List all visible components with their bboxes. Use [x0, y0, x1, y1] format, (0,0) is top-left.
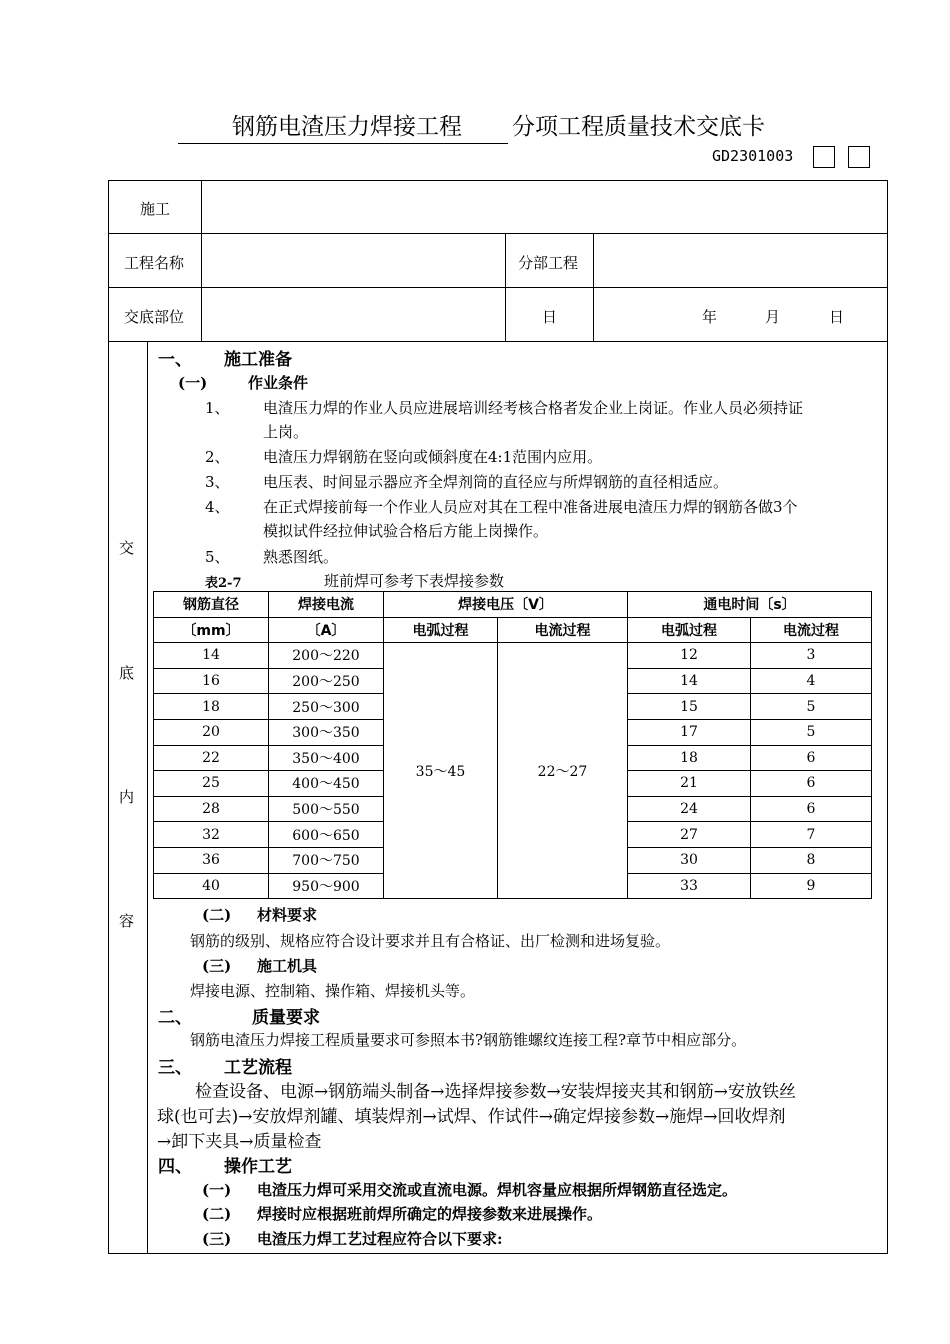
cell-time-flow: 6	[751, 771, 872, 797]
header-current: 焊接电流	[269, 592, 384, 618]
divider	[147, 341, 148, 1254]
location-field[interactable]	[203, 289, 503, 339]
code-checkbox-2[interactable]	[848, 146, 870, 168]
title-project-name: 钢筋电渣压力焊接工程	[178, 108, 508, 144]
cell-diameter: 36	[154, 847, 269, 873]
list-item-text: 电渣压力焊的作业人员应进展培训经考核合格者发企业上岗证。作业人员必须持证	[263, 399, 804, 417]
cell-current: 500～550	[269, 796, 384, 822]
side-label-char: 内	[119, 788, 135, 806]
cell-diameter: 40	[154, 873, 269, 899]
document-title	[178, 108, 765, 144]
cell-time-arc: 27	[628, 822, 751, 848]
cell-time-flow: 9	[751, 873, 872, 899]
location-label: 交底部位	[124, 308, 185, 326]
operation-item-text: 电渣压力焊工艺过程应符合以下要求:	[257, 1230, 503, 1248]
cell-time-flow: 6	[751, 796, 872, 822]
cell-diameter: 25	[154, 771, 269, 797]
section1-number: 一、	[158, 350, 192, 370]
list-item-text: 上岗。	[263, 423, 309, 441]
materials-text: 钢筋的级别、规格应符合设计要求并且有合格证、出厂检测和进场复验。	[190, 932, 671, 950]
divider	[108, 341, 888, 342]
header-diameter: 钢筋直径	[154, 592, 269, 618]
cell-diameter: 14	[154, 643, 269, 669]
list-item-text: 电压表、时间显示器应齐全焊剂筒的直径应与所焊钢筋的直径相适应。	[263, 473, 729, 491]
cell-current: 200～250	[269, 668, 384, 694]
cell-current: 600～650	[269, 822, 384, 848]
cell-current: 700～750	[269, 847, 384, 873]
cell-voltage-flow: 22～27	[498, 643, 628, 899]
cell-time-arc: 21	[628, 771, 751, 797]
cell-time-flow: 5	[751, 719, 872, 745]
header-time-flow: 电流过程	[751, 617, 872, 643]
welding-parameter-table	[153, 591, 872, 899]
cell-time-arc: 15	[628, 694, 751, 720]
list-item-number: 4、	[205, 498, 230, 516]
cell-current: 300～350	[269, 719, 384, 745]
list-item-number: 2、	[205, 448, 230, 466]
subsection-number: (三)	[202, 957, 232, 975]
list-item-number: 5、	[205, 548, 230, 566]
cell-time-flow: 7	[751, 822, 872, 848]
cell-time-arc: 24	[628, 796, 751, 822]
cell-time-arc: 14	[628, 668, 751, 694]
cell-diameter: 32	[154, 822, 269, 848]
title-card-type: 分项工程质量技术交底卡	[512, 114, 765, 140]
list-item-text: 在正式焊接前每一个作业人员应对其在工程中准备进展电渣压力焊的钢筋各做3个	[263, 498, 798, 516]
process-flow-text: →卸下夹具→质量检查	[157, 1132, 322, 1152]
header-voltage-flow: 电流过程	[498, 617, 628, 643]
header-time-arc: 电弧过程	[628, 617, 751, 643]
cell-time-flow: 6	[751, 745, 872, 771]
divider	[108, 287, 888, 288]
cell-diameter: 22	[154, 745, 269, 771]
list-item-number: 3、	[205, 473, 230, 491]
process-flow-text: 球(也可去)→安放焊剂罐、填装焊剂→试焊、作试件→确定焊接参数→施焊→回收焊剂	[157, 1107, 786, 1127]
project-name-label: 工程名称	[124, 254, 185, 272]
construction-field[interactable]	[203, 182, 886, 232]
month-label: 月	[765, 308, 781, 326]
construction-label: 施工	[140, 200, 171, 218]
cell-current: 350～400	[269, 745, 384, 771]
list-item-number: 1、	[205, 399, 230, 417]
subsection-number: (一)	[202, 1181, 232, 1199]
section2-number: 二、	[158, 1008, 192, 1028]
section2-heading: 质量要求	[252, 1008, 320, 1028]
cell-time-flow: 4	[751, 668, 872, 694]
cell-time-flow: 5	[751, 694, 872, 720]
side-label-char: 底	[119, 664, 135, 682]
date-day-label: 日	[829, 308, 845, 326]
subsection-heading: 作业条件	[248, 374, 309, 392]
cell-time-arc: 30	[628, 847, 751, 873]
cell-current: 950～900	[269, 873, 384, 899]
operation-item-text: 电渣压力焊可采用交流或直流电源。焊机容量应根据所焊钢筋直径选定。	[257, 1181, 738, 1199]
code-checkbox-1[interactable]	[813, 146, 835, 168]
section3-number: 三、	[158, 1058, 192, 1078]
cell-diameter: 18	[154, 694, 269, 720]
side-label-char: 交	[119, 539, 135, 557]
subsection-heading: 材料要求	[257, 906, 318, 924]
cell-voltage-arc: 35～45	[384, 643, 498, 899]
section2-text: 钢筋电渣压力焊接工程质量要求可参照本书?钢筋锥螺纹连接工程?章节中相应部分。	[190, 1031, 747, 1049]
subsection-heading: 施工机具	[257, 957, 318, 975]
header-voltage-arc: 电弧过程	[384, 617, 498, 643]
divider	[201, 180, 202, 341]
cell-time-flow: 8	[751, 847, 872, 873]
cell-time-arc: 12	[628, 643, 751, 669]
table-caption-number: 表2-7	[205, 576, 242, 591]
divider	[108, 233, 888, 234]
cell-time-arc: 18	[628, 745, 751, 771]
header-voltage: 焊接电压〔V〕	[384, 592, 628, 618]
list-item-text: 模拟试件经拉伸试验合格后方能上岗操作。	[263, 522, 549, 540]
cell-current: 250～300	[269, 694, 384, 720]
cell-diameter: 16	[154, 668, 269, 694]
list-item-text: 熟悉图纸。	[263, 548, 339, 566]
divider	[593, 233, 594, 341]
subsection-number: (三)	[202, 1230, 232, 1248]
operation-item-text: 焊接时应根据班前焊所确定的焊接参数来进展操作。	[257, 1205, 603, 1223]
table-row	[154, 643, 872, 669]
cell-diameter: 20	[154, 719, 269, 745]
cell-diameter: 28	[154, 796, 269, 822]
section4-number: 四、	[158, 1157, 192, 1177]
tools-text: 焊接电源、控制箱、操作箱、焊接机头等。	[190, 982, 476, 1000]
cell-current: 200～220	[269, 643, 384, 669]
header-current-unit: 〔A〕	[269, 617, 384, 643]
header-diameter-unit: 〔mm〕	[154, 617, 269, 643]
cell-time-arc: 33	[628, 873, 751, 899]
side-label-char: 容	[119, 912, 135, 930]
project-name-field[interactable]	[203, 235, 503, 285]
section1-heading: 施工准备	[224, 350, 292, 370]
document-code: GD2301003	[712, 147, 794, 165]
header-time: 通电时间〔s〕	[628, 592, 872, 618]
list-item-text: 电渣压力焊钢筋在竖向或倾斜度在4:1范围内应用。	[263, 448, 603, 466]
table-caption: 班前焊可参考下表焊接参数	[324, 572, 505, 590]
subsection-number: (一)	[178, 374, 208, 392]
day-label: 日	[542, 308, 558, 326]
subsection-number: (二)	[202, 1205, 232, 1223]
subsection-number: (二)	[202, 906, 232, 924]
cell-time-arc: 17	[628, 719, 751, 745]
cell-time-flow: 3	[751, 643, 872, 669]
section3-heading: 工艺流程	[224, 1058, 292, 1078]
cell-current: 400～450	[269, 771, 384, 797]
divider	[505, 233, 506, 341]
division-label: 分部工程	[518, 254, 579, 272]
division-field[interactable]	[595, 235, 886, 285]
process-flow-text: 检查设备、电源→钢筋端头制备→选择焊接参数→安装焊接夹其和钢筋→安放铁丝	[195, 1082, 796, 1102]
year-label: 年	[702, 308, 718, 326]
section4-heading: 操作工艺	[224, 1157, 292, 1177]
